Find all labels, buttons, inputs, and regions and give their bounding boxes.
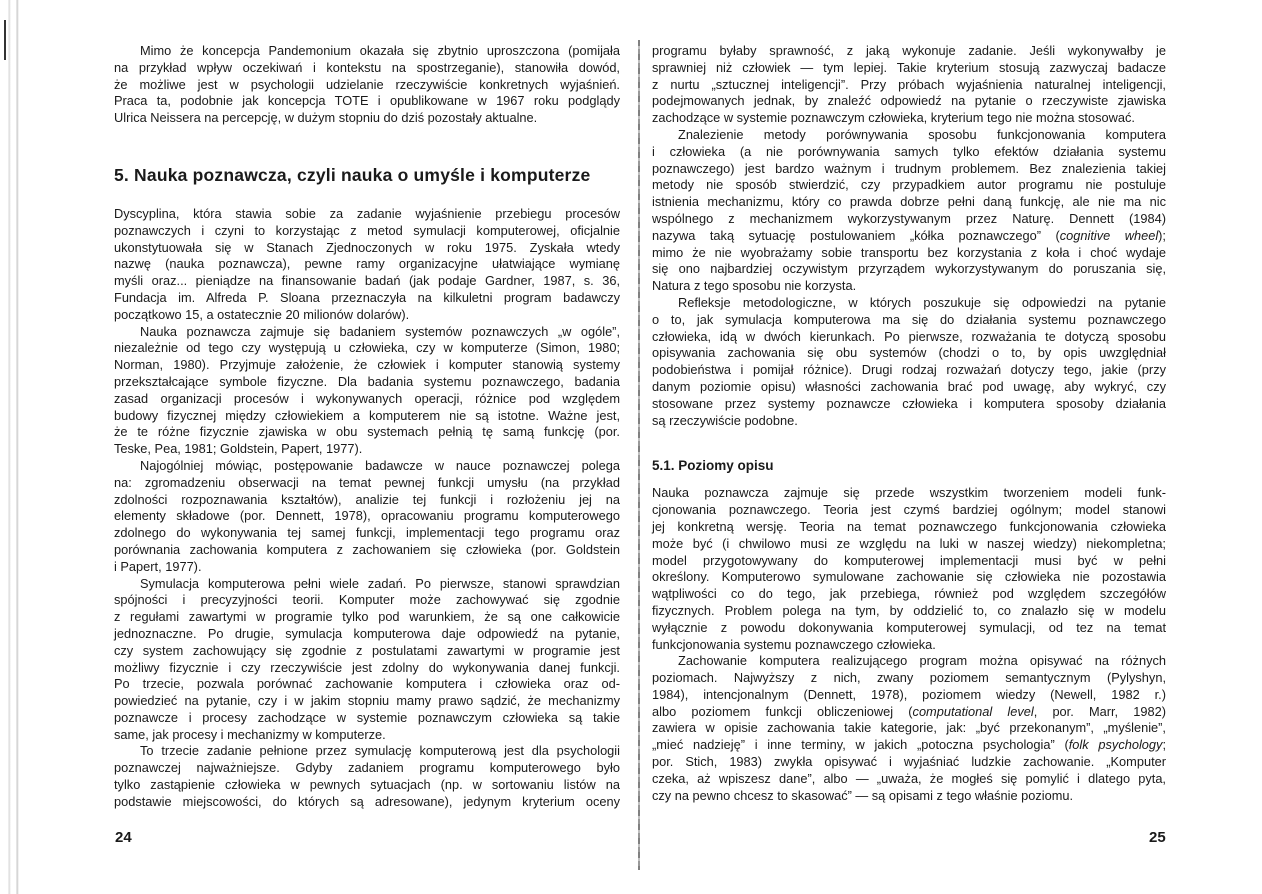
text-line: podejmowanych jednak, by znaleźć odpowiedź na pytanie o rzeczywiste zjawiska (652, 93, 1166, 109)
text-line: Norman, 1980). Przyjmuje założenie, że człowiek i komputer stanowią systemy (114, 357, 620, 373)
text-line: wyłącznie z powodu dokonywania komputerowej symulacji, od tez na temat (652, 619, 1166, 635)
italic-term: cognitive wheel (1059, 227, 1159, 243)
text-line: z regułami zawartymi w programie tylko pod warunkiem, że są one całkowicie (114, 609, 620, 625)
text-line: Refleksje metodologiczne, w których poszukuje się odpowiedzi na pytanie (678, 294, 1166, 310)
text-line: poznawczego) jest bardzo ważnym i trudnym problemem. Bez znalezienia takiej (652, 160, 1166, 176)
paragraph (652, 295, 1166, 429)
text-line: czeka, aż wpiszesz dane”, albo — „uważa, że mogłeś się pomylić i dlatego pyta, (652, 770, 1166, 786)
text-line: Nauka poznawcza zajmuje się przede wszystkim tworzeniem modeli funk- (652, 485, 1166, 501)
text-line: jej konkretną wersję. Teoria na temat poznawczego funkcjonowania człowieka (652, 518, 1166, 534)
text-line: por. Stich, 1983) zwykła opisywać i wyjaśniać ludzkie zachowanie. „Komputer (652, 754, 1166, 770)
text-line: Fundacja im. Alfreda P. Sloana przeznaczyła na kilkuletni program badawczy (114, 289, 620, 305)
text-line: zdolnego do wykonywania tej samej funkcji, implementacji tego programu oraz (114, 525, 620, 541)
text-line: Symulacja komputerowa pełni wiele zadań. Po pierwsze, stanowi sprawdzian (140, 575, 620, 591)
text-line: same, jak procesy i mechanizmy w komputerze. (114, 726, 386, 742)
text-line: wspólnego z mechanizmem wykorzystywanym przez Naturę. Dennett (1984) (652, 210, 1166, 226)
text-line: albo poziomem funkcji obliczeniowej (computational level, por. Marr, 1982) (652, 703, 1166, 719)
text-line: Nauka poznawcza zajmuje się badaniem systemów poznawczych „w ogóle”, (140, 323, 620, 339)
text-line: na przykład wpływ oczekiwań i kontekstu na spostrzeganie), stanowiła dowód, (114, 59, 620, 75)
text-line: porównania zachowania komputera z zachowaniem się człowieka (por. Goldstein (114, 541, 620, 557)
text-line: zawiera w opisie zachowania takie kategorie, jak: „być przekonanym”, „myślenie”, (652, 720, 1166, 736)
text-line: istnienia mechanizmu, który co prawda dobrze pełni daną funkcję, ale nie ma nic (652, 194, 1166, 210)
scan-edge-artifact (0, 0, 22, 894)
text-line: człowieka, idą w dwóch kierunkach. Po pierwsze, rozważania te dotyczą sposobu (652, 328, 1166, 344)
left-page (114, 43, 620, 811)
text-line: może być (i chwilowo musi ze względu na luki w naszej wiedzy) niekompletna; (652, 535, 1166, 551)
paragraph (652, 485, 1166, 653)
paragraph (114, 206, 620, 324)
page-number-left: 24 (115, 829, 132, 846)
text-line: poziomach. Najwyższy z nich, zwany poziomem semantycznym (Pylyshyn, (652, 670, 1166, 686)
text-line: 1984), intencjonalnym (Dennett, 1978), poziomem wiedzy (Newell, 1982 r.) (652, 686, 1166, 702)
text-line: określony. Komputerowo symulowane zachowanie się człowieka nie pozostawia (652, 569, 1166, 585)
text-line: poznawczej najważniejsze. Gdyby zadaniem programu komputerowego było (114, 760, 620, 776)
text-line: niezależnie od tego czy występują u człowieka, czy w komputerze (Simon, 1980; (114, 340, 620, 356)
text-line: sprawniej niż człowiek — tym lepiej. Takie kryterium stosują zazwyczaj badacze (652, 59, 1166, 75)
text-line: poznawcze i procesy zachodzące w systemie poznawczym człowieka są takie (114, 709, 620, 725)
right-page (652, 43, 1166, 804)
text-line: Dyscyplina, która stawia sobie za zadanie wyjaśnienie przebiegu procesów (114, 205, 620, 221)
text-line: i człowieka (a nie porównywania samych tylko efektów działania systemu (652, 143, 1166, 159)
text-line: elementy składowe (por. Dennett, 1978), opracowaniu programu komputerowego (114, 508, 620, 524)
text-line: Teske, Pea, 1981; Goldstein, Papert, 1977). (114, 441, 363, 457)
text-line: cjonowania poznawczego. Teoria jest czymś bardziej ogólnym; model stanowi (652, 502, 1166, 518)
text-line: są rzeczywiście podobne. (652, 412, 798, 428)
text-line: nazywa taką sytuację postulowaniem „kółka poznawczego” (cognitive wheel); (652, 227, 1166, 243)
text-line: podstawie miejscowości, do których są adresowane), jedynym kryterium oceny (114, 793, 620, 809)
text-line: model przygotowywany do komputerowej implementacji musi być w pełni (652, 552, 1166, 568)
page-number-right: 25 (1149, 829, 1166, 846)
text-line: jednoznaczne. Po drugie, symulacja komputerowa daje odpowiedź na pytanie, (114, 625, 620, 641)
paragraph (114, 43, 620, 127)
text-line: Ulrica Neissera na percepcję, w dużym stopniu do dziś pozostały aktualne. (114, 110, 538, 126)
paragraph (652, 127, 1166, 295)
text-line: że możliwe jest w psychologii udzielanie rzeczywiście konkretnych wyjaśnień. (114, 76, 620, 92)
text-line: zasad organizacji procesów i wykonywanych operacji, różnice pod względem (114, 390, 620, 406)
text-line: początkowo 15, a ostatecznie 20 milionów dolarów). (114, 306, 410, 322)
paragraph (114, 576, 620, 744)
text-line: To trzecie zadanie pełnione przez symulację komputerową jest dla psychologii (140, 743, 620, 759)
text-line: zachodzące w systemie poznawczym człowieka, kryterium tego nie można stosować. (652, 110, 1135, 126)
text-line: z nurtu „sztucznej inteligencji”. Przy próbach wyjaśnienia naturalnej inteligencji, (652, 76, 1166, 92)
text-line: powiedzieć na pytanie, czy i w jakim stopniu mamy prawo sądzić, że mechanizmy (114, 693, 620, 709)
text-line: czy na pewno chcesz to skasować” — są opisami z tego właśnie poziomu. (652, 787, 1074, 803)
text-line: przekształcające symbole fizyczne. Dla badania systemu poznawczego, badania (114, 373, 620, 389)
text-line: mimo że nie wyobrażamy sobie transportu bez korzystania z koła i choć wydaje (652, 244, 1166, 260)
text-line: tylko zastąpienie człowieka w pewnych sytuacjach (np. w sortowaniu listów na (114, 777, 620, 793)
text-line: fizycznych. Problem polega na tym, by oddzielić to, co znalazło się w modelu (652, 602, 1166, 618)
text-line: Natura z tego sposobu nie korzysta. (652, 278, 857, 294)
text-line: i Papert, 1977). (114, 558, 202, 574)
section-heading: 5.1. Poziomy opisu (652, 458, 774, 474)
text-line: podobieństwa i pomijał różnice). Drugi rodzaj rozważań dotyczy tego, jakie (przy (652, 362, 1166, 378)
paragraph (652, 653, 1166, 804)
text-line: opisywania zachowania się obu systemów (chodzi o to, by opis uwzględniał (652, 345, 1166, 361)
text-line: się ono najbardziej oczywistym przyrządem wykorzystywanym do poruszania się, (652, 261, 1166, 277)
text-line: Znalezienie metody porównywania sposobu funkcjonowania komputera (678, 126, 1166, 142)
text-line: programu byłaby sprawność, z jaką wykonuje zadanie. Jeśli wykonywałby je (652, 43, 1166, 58)
italic-term: folk psychology (1068, 737, 1163, 753)
text-line: metody nie sposób stwierdzić, czy przypadkiem autor programu nie postuluje (652, 177, 1166, 193)
text-line: poznawczych i czyni to korzystając z metod symulacji komputerowej, oficjalnie (114, 222, 620, 238)
paragraph (652, 43, 1166, 127)
italic-term: computational level (912, 703, 1034, 719)
text-line: ukonstytuowała się w Stanach Zjednoczonych w roku 1975. Zyskała wtedy (114, 239, 620, 255)
text-line: nazwę (nauka poznawcza), pewne ramy organizacyjne ułatwiające wymianę (114, 256, 620, 272)
text-line: czy system zachowujący się zgodnie z postulatami zawartymi w programie jest (114, 642, 620, 658)
text-line: Zachowanie komputera realizującego program można opisywać na różnych (678, 653, 1166, 669)
text-line: Praca ta, podobnie jak koncepcja TOTE i opublikowane w 1967 roku podglądy (114, 93, 620, 109)
text-line: że te różne fizycznie zjawiska w obu systemach pełnią tę samą funkcję (por. (114, 424, 620, 440)
text-line: wątpliwości co do tego, jak przebiega, również pod względem szczegółów (652, 586, 1166, 602)
text-line: zdolności rozpoznawania kształtów), analizie tej funkcji i rozłożeniu jej na (114, 491, 620, 507)
text-line: danym poziomie opisu) własności zachowania brać pod uwagę, aby wykryć, czy (652, 378, 1166, 394)
chapter-heading: 5. Nauka poznawcza, czyli nauka o umyśle i komputerze (114, 164, 591, 185)
text-line: funkcjonowania systemu poznawczego człowieka. (652, 636, 936, 652)
text-line: Najogólniej mówiąc, postępowanie badawcze w nauce poznawczej polega (140, 457, 620, 473)
paragraph (114, 324, 620, 458)
text-line: myśli oraz... pieniądze na finansowanie badań (jak podaje Gardner, 1987, s. 36, (114, 273, 620, 289)
paragraph (114, 743, 620, 810)
text-line: możliwy fizycznie i czy rzeczywiście jest zdolny do wykonywania danej funkcji. (114, 659, 620, 675)
book-spine-shadow (638, 40, 640, 870)
paragraph (114, 458, 620, 576)
text-line: spójności i precyzyjności teorii. Komputer może zachowywać się zgodnie (114, 592, 620, 608)
text-line: budowy fizycznej między człowiekiem a komputerem nie są istotne. Ważne jest, (114, 407, 620, 423)
text-line: na: zgromadzeniu obserwacji na temat pewnej funkcji umysłu (na przykład (114, 474, 620, 490)
text-line: Mimo że koncepcja Pandemonium okazała się zbytnio uproszczona (pomijała (140, 43, 620, 58)
text-line: stosowane przez systemy poznawcze człowieka i komputera sposoby działania (652, 395, 1166, 411)
text-line: o to, jak symulacja komputerowa ma się do działania systemu poznawczego (652, 311, 1166, 327)
text-line: „mieć nadzieję” i inne terminy, w jakich „potoczna psychologia” (folk psychology; (652, 737, 1166, 753)
text-line: Po trzecie, pozwala porównać zachowanie komputera i człowieka oraz od- (114, 676, 620, 692)
